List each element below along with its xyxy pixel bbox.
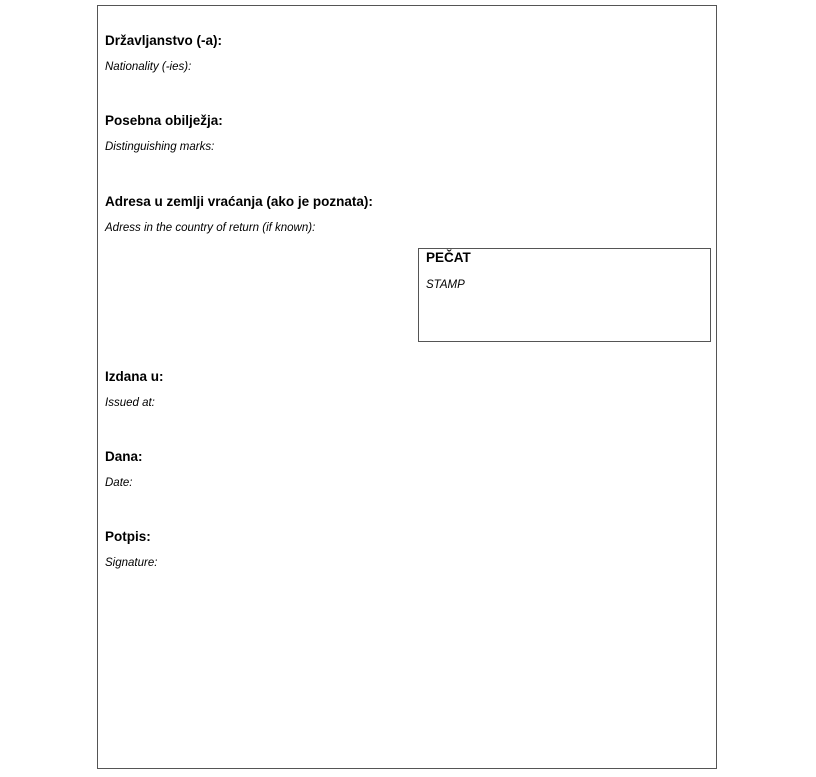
signature-field bbox=[105, 529, 158, 569]
stamp-label: PEČAT bbox=[426, 250, 471, 265]
distinguishing-marks-label-en: Distinguishing marks: bbox=[105, 141, 215, 153]
nationality-field bbox=[105, 33, 223, 73]
date-label: Dana: bbox=[105, 449, 143, 464]
signature-label-en: Signature: bbox=[105, 557, 158, 569]
date-field bbox=[105, 449, 143, 489]
nationality-label-en: Nationality (-ies): bbox=[105, 61, 192, 73]
return-address-label: Adresa u zemlji vraćanja (ako je poznata): bbox=[105, 194, 373, 209]
stamp-box bbox=[418, 248, 711, 342]
stamp-label-en: STAMP bbox=[426, 279, 465, 291]
issued-at-label: Izdana u: bbox=[105, 369, 164, 384]
return-address-label-en: Adress in the country of return (if known): bbox=[105, 222, 316, 234]
distinguishing-marks-field bbox=[105, 113, 223, 153]
nationality-label: Državljanstvo (-a): bbox=[105, 33, 223, 48]
issued-at-label-en: Issued at: bbox=[105, 397, 155, 409]
distinguishing-marks-label: Posebna obilježja: bbox=[105, 113, 223, 128]
signature-label: Potpis: bbox=[105, 529, 151, 544]
date-label-en: Date: bbox=[105, 477, 133, 489]
issued-at-field bbox=[105, 369, 164, 409]
return-address-field bbox=[105, 194, 373, 234]
